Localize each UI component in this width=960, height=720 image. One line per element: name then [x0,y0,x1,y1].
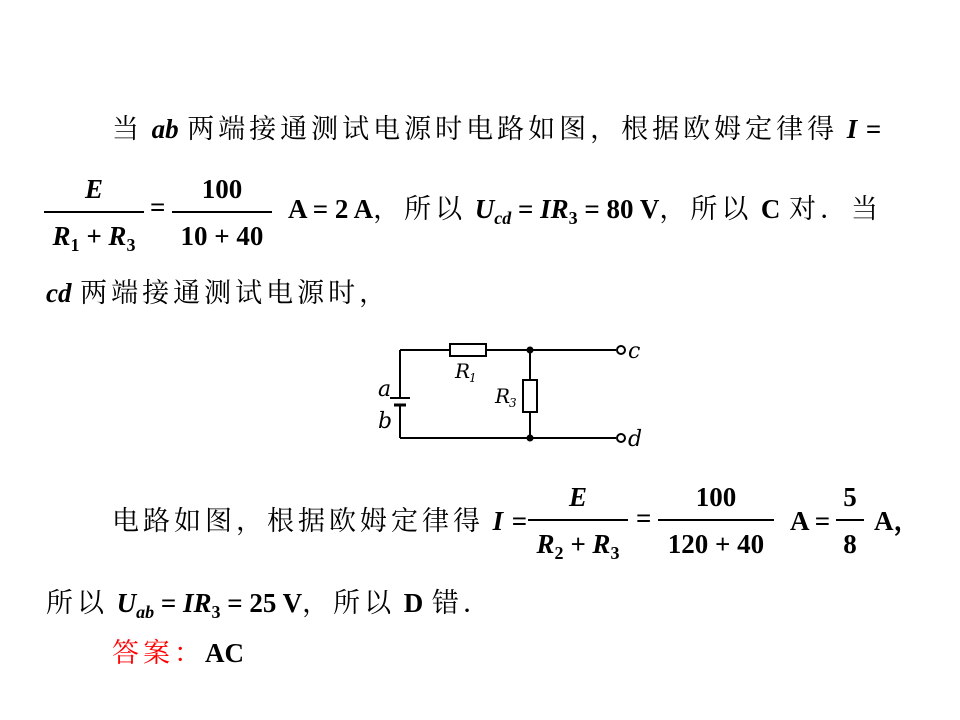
fraction-numerator: 100 [695,482,737,512]
var-cd: cd [46,278,72,308]
var-U: U [116,588,137,618]
var-IR: IR [540,194,569,224]
equals: = [511,506,528,536]
plus-R: + R [79,221,127,251]
text: 两端接通测试电源时电路如图，根据欧姆定律得 [187,114,839,145]
fraction-denominator: 120 + 40 [667,529,765,559]
option-D: D [403,588,424,618]
fraction-numerator: E [84,174,103,204]
terminal-c [617,346,625,354]
line-5 [46,590,494,621]
label-r1: R [455,359,471,383]
subscript: 1 [70,235,80,255]
label-b: b [378,409,393,434]
fraction-numerator: 100 [201,174,243,204]
junction-top [527,347,534,354]
fraction-e-over-r2-r3 [528,482,628,564]
answer-line [112,640,244,667]
var-R: R [536,529,555,559]
var-IR: IR [182,588,212,618]
plus-R: + R [563,529,611,559]
subscript: 2 [554,543,564,563]
unit-A-equals: A = [790,506,831,536]
equals: = [150,192,166,222]
fraction-bar [836,519,864,521]
label-r3-sub: 3 [509,396,517,410]
resistor-r1 [450,344,486,356]
fraction-denominator: 10 + 40 [180,221,264,251]
subscript: 3 [568,208,578,228]
text: 对．当 [789,194,883,225]
subscript: ab [136,602,155,622]
equals: = [511,194,541,224]
fraction-100-over-160 [658,482,774,560]
answer-label: 答案： [112,638,205,669]
equals: = [154,588,183,618]
text: 错． [431,588,494,619]
subscript: 3 [610,543,620,563]
fraction-denominator: 8 [843,529,857,559]
result: A = 2 A [288,194,374,224]
var-I: I [846,114,858,144]
text: ，所以 [373,194,467,225]
fraction-numerator: 5 [843,482,857,512]
var-R: R [52,221,71,251]
subscript: cd [494,208,512,228]
text: 两端接通测试电源时， [80,278,391,309]
equals: = [636,503,652,533]
equals: = [865,114,882,144]
fraction-denominator [528,529,628,564]
value: = 25 V [220,588,303,618]
var-ab: ab [151,114,179,144]
fraction-5-over-8 [836,482,864,560]
fraction-numerator: E [568,482,587,512]
subscript: 3 [126,235,136,255]
text: ，所以 [302,588,396,619]
var-U: U [474,194,495,224]
text: 当 [112,114,143,145]
text: 所以 [46,588,108,619]
label-d: d [628,427,643,452]
unit-A: A， [874,506,921,536]
answer-value: AC [205,638,244,668]
label-r3: R [495,384,511,408]
var-I: I [492,506,504,536]
line-4 [112,508,527,535]
resistor-r3 [523,380,537,412]
label-r1-sub: 1 [469,371,477,385]
subscript: 3 [211,602,221,622]
label-a: a [378,377,392,402]
fraction-bar [658,519,774,521]
terminal-d [617,434,625,442]
text: ，所以 [659,194,753,225]
text: 电路如图，根据欧姆定律得 [112,506,484,537]
fraction-bar [528,519,628,521]
label-c: c [628,339,641,364]
option-C: C [760,194,781,224]
junction-bottom [527,435,534,442]
value: = 80 V [577,194,660,224]
